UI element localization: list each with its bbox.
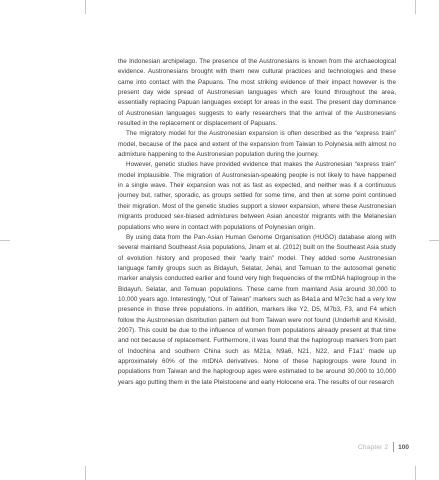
footer-divider [393,442,394,452]
paragraph-2: The migratory model for the Austronesian expansion is often described as the “express train” model, because of the pace and extent of the expansion from Taiwan to Polynesia with almost no admixture happening to the Austronesian population during the journey. [118,130,396,159]
paragraph-4: By using data from the Pan-Asian Human Genome Organisation (HUGO) database along with several mainland Southeast Asia populations, Jinam et al. (2012) built on the Southeast Asia study of evolution history and proposed their “early train” model. They added some Austronesian language family groups such as Bidayuh, Selatar, Jehai, and Temuan to the autosomal genetic marker analysis conducted earlier and found very high frequencies of the mtDNA haplogroup in the Bidayuh, Selatar, and Temuan populations. These came from mainland Asia around 30,000 to 10,000 years ago. Interestingly, “Out of Taiwan” markers such as B4a1a and M7c3c had a very low presence in those three populations. In addition, markers like Y2, D5, M7b3, F3, and F4 which follow the Austronesian distribution pattern out from Taiwan were not found (Underhill and Kivisild, 2007). This could be due to the influence of women from populations already present at that time and not because of replacement. Furthermore, it was found that the haplogroup markers from part of Indochina and southern China such as M21a, N9a6, N21, N22, and F1a1’ made up approximately 60% of the mtDNA derivatives. None of these haplogroups were found in populations from Taiwan and the haplogroup ages were estimated to be around 30,000 to 10,000 years ago putting them in the late Pleistocene and early Holocene era. The results of our research [118,233,397,386]
body-text [118,57,396,388]
paragraph-1: the Indonesian archipelago. The presence of the Austronesians is known from the archaeological evidence. Austronesians brought with them new cultural practices and technologies and these came into contact with the Papuans. The most striking evidence of their impact however is the present day wide spread of Austronesian languages which are found throughout the area, essentially replacing Papuan languages except for areas in the east. The present day dominance of Austronesian languages suggests to early researchers that the arrival of the Austronesians resulted in the replacement or displacement of Papuans. [118,58,396,128]
page-number: 100 [398,443,409,451]
crop-mark-bottom-left [85,466,86,480]
chapter-label: Chapter 2 [357,443,389,451]
crop-mark-top-left [85,0,86,14]
page-footer [358,442,409,452]
paragraph-3: However, genetic studies have provided evidence that makes the Austronesian “express train” model implausible. The migration of Austronesian-speaking people is not likely to have happened in a single wave. Their expansion was not as fast as expected, and neither was it a continuous journey but, rather, sporadic, as groups settled for some time, and then at some point continued their migration. Most of the genetic studies support a slower expansion, where these Austronesian migrants produced sex-biased admixtures between Asian ancestor migrants with the Melanesian populations who were in contact with populations of Polynesian origin. [118,161,396,231]
crop-mark-right-mid [429,240,439,241]
crop-mark-left-mid [0,240,10,241]
crop-mark-bottom-right [415,466,416,480]
crop-mark-top-right [415,0,416,14]
